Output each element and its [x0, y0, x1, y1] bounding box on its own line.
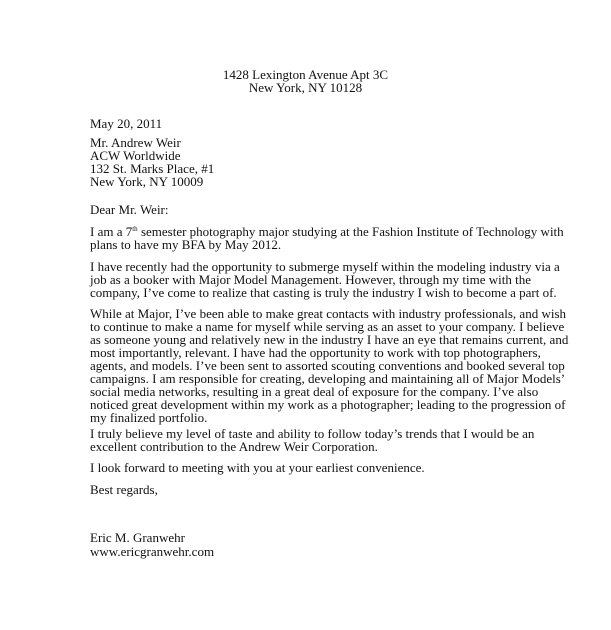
letter-date: May 20, 2011 — [90, 116, 163, 131]
signature-name: Eric M. Granwehr — [90, 530, 185, 545]
paragraph-1-start: I am a 7 — [90, 224, 133, 239]
signature-website: www.ericgranwehr.com — [90, 544, 215, 559]
sender-address: 1428 Lexington Avenue Apt 3C New York, NY 10128 — [222, 67, 389, 95]
closing: Best regards, — [90, 482, 158, 497]
ordinal-suffix: th — [132, 225, 138, 233]
salutation: Dear Mr. Weir: — [90, 202, 169, 217]
paragraph-4: I truly believe my level of taste and ability to follow today’s trends that I would be an excellent contribution to the Andrew Weir Corporation. — [90, 426, 535, 454]
paragraph-3: While at Major, I’ve been able to make great contacts with industry professionals, and wish to continue to make a name for myself while serving as an asset to your company. I believe as someone young and relatively new in the industry I have an eye that remains current, and most importantly, relevant. I have had the opportunity to work with top photographers, agents, and models. I’ve been sent to assorted scouting conventions and booked several top campaigns. I am responsible for creating, developing and maintaining all of Major Models’ social media networks, resulting in a great deal of exposure for the company. I’ve also noticed great development within my work as a photographer; leading to the progression of my finalized portfolio. — [90, 306, 569, 425]
paragraph-1 — [90, 225, 564, 251]
paragraph-5: I look forward to meeting with you at your earliest convenience. — [90, 460, 425, 475]
paragraph-1-rest: semester photography major studying at the Fashion Institute of Technology with plans to have my BFA by May 2012. — [90, 224, 564, 252]
paragraph-2: I have recently had the opportunity to submerge myself within the modeling industry via a job as a booker with Major Model Management. However, through my time with the company, I’ve come to realize that casting is truly the industry I wish to become a part of. — [90, 259, 560, 300]
recipient-address: Mr. Andrew Weir ACW Worldwide 132 St. Marks Place, #1 New York, NY 10009 — [90, 135, 215, 189]
